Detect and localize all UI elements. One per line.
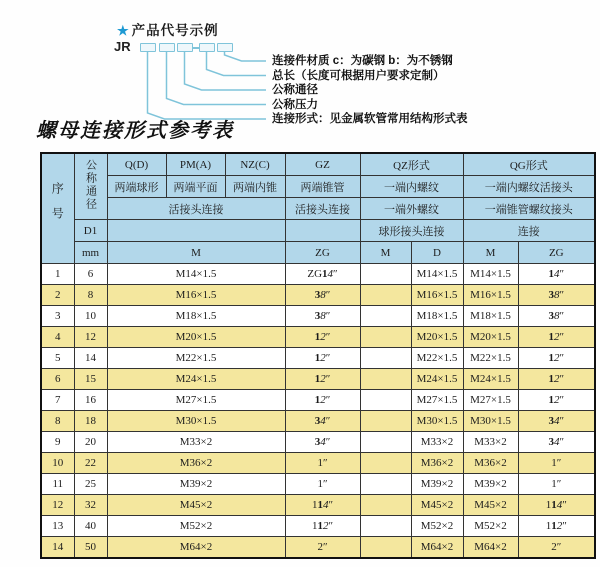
nut-connection-table bbox=[40, 152, 596, 559]
cell-m: M33×2 bbox=[107, 432, 285, 453]
cell-zg: 34″ bbox=[285, 432, 360, 453]
cell-qz_d: M22×1.5 bbox=[411, 348, 463, 369]
cell-qg_zg: 12″ bbox=[518, 327, 595, 348]
cell-dn_mm: 15 bbox=[74, 369, 107, 390]
header-qg-m: M bbox=[463, 242, 518, 264]
cell-qz_d: M39×2 bbox=[411, 474, 463, 495]
cell-seq: 8 bbox=[41, 411, 74, 432]
header-qg-desc1: 一端内螺纹活接头 bbox=[463, 176, 595, 198]
header-empty-2 bbox=[285, 220, 360, 242]
cell-m: M27×1.5 bbox=[107, 390, 285, 411]
header-pm: PM(A) bbox=[166, 153, 225, 176]
cell-dn_mm: 14 bbox=[74, 348, 107, 369]
header-qz: QZ形式 bbox=[360, 153, 463, 176]
cell-qz_d: M24×1.5 bbox=[411, 369, 463, 390]
cell-m: M36×2 bbox=[107, 453, 285, 474]
cell-qg_zg: 12″ bbox=[518, 390, 595, 411]
cell-qz_d: M33×2 bbox=[411, 432, 463, 453]
cell-qg_m: M33×2 bbox=[463, 432, 518, 453]
cell-zg: 2″ bbox=[285, 537, 360, 559]
cell-qz_m bbox=[360, 474, 411, 495]
table-row bbox=[41, 495, 595, 516]
cell-zg: 12″ bbox=[285, 327, 360, 348]
table-row bbox=[41, 537, 595, 559]
cell-qg_zg: 1″ bbox=[518, 453, 595, 474]
cell-dn_mm: 6 bbox=[74, 264, 107, 285]
header-q: Q(D) bbox=[107, 153, 166, 176]
table-header bbox=[41, 153, 595, 264]
table-row bbox=[41, 474, 595, 495]
header-seq: 序号 bbox=[41, 153, 74, 264]
code-label-4: 公称压力 bbox=[272, 98, 318, 111]
code-box bbox=[217, 43, 233, 52]
code-label-1: 连接件材质 c：为碳钢 b：为不锈钢 bbox=[272, 55, 453, 67]
cell-qz_d: M52×2 bbox=[411, 516, 463, 537]
cell-qg_zg: 38″ bbox=[518, 306, 595, 327]
cell-dn_mm: 18 bbox=[74, 411, 107, 432]
table-row bbox=[41, 369, 595, 390]
cell-seq: 11 bbox=[41, 474, 74, 495]
cell-dn_mm: 40 bbox=[74, 516, 107, 537]
cell-qz_d: M27×1.5 bbox=[411, 390, 463, 411]
header-pm-desc: 两端平面 bbox=[166, 176, 225, 198]
header-empty-1 bbox=[107, 220, 285, 242]
table-row bbox=[41, 390, 595, 411]
code-label-5: 连接形式：见金属软管常用结构形式表 bbox=[272, 113, 468, 125]
cell-qz_d: M30×1.5 bbox=[411, 411, 463, 432]
cell-dn_mm: 12 bbox=[74, 327, 107, 348]
header-gz-conn: 活接头连接 bbox=[285, 198, 360, 220]
code-dash-icon bbox=[192, 47, 199, 49]
cell-zg: 1″ bbox=[285, 453, 360, 474]
header-qz-conn: 球形接头连接 bbox=[360, 220, 463, 242]
header-dn: 公称通径 bbox=[74, 153, 107, 220]
cell-m: M39×2 bbox=[107, 474, 285, 495]
cell-zg: 12″ bbox=[285, 390, 360, 411]
cell-qg_zg: 14″ bbox=[518, 264, 595, 285]
cell-qg_m: M24×1.5 bbox=[463, 369, 518, 390]
header-gz-desc: 两端锥管 bbox=[285, 176, 360, 198]
code-box bbox=[140, 43, 156, 52]
cell-qz_d: M14×1.5 bbox=[411, 264, 463, 285]
diagram-title-text: 产品代号示例 bbox=[131, 23, 219, 38]
table-row bbox=[41, 348, 595, 369]
cell-seq: 13 bbox=[41, 516, 74, 537]
cell-seq: 2 bbox=[41, 285, 74, 306]
connector-line bbox=[225, 52, 267, 61]
cell-qz_m bbox=[360, 495, 411, 516]
header-mm: mm bbox=[74, 242, 107, 264]
header-qz-desc2: 一端外螺纹 bbox=[360, 198, 463, 220]
cell-qz_m bbox=[360, 537, 411, 559]
cell-m: M52×2 bbox=[107, 516, 285, 537]
cell-seq: 10 bbox=[41, 453, 74, 474]
cell-m: M24×1.5 bbox=[107, 369, 285, 390]
cell-m: M20×1.5 bbox=[107, 327, 285, 348]
code-label-3: 公称通径 bbox=[272, 84, 318, 96]
cell-qz_d: M16×1.5 bbox=[411, 285, 463, 306]
cell-qg_zg: 34″ bbox=[518, 432, 595, 453]
cell-qz_d: M45×2 bbox=[411, 495, 463, 516]
cell-qg_m: M18×1.5 bbox=[463, 306, 518, 327]
cell-dn_mm: 50 bbox=[74, 537, 107, 559]
cell-qz_m bbox=[360, 327, 411, 348]
header-qz-m: M bbox=[360, 242, 411, 264]
cell-qz_m bbox=[360, 390, 411, 411]
cell-zg: 34″ bbox=[285, 411, 360, 432]
cell-qg_m: M30×1.5 bbox=[463, 411, 518, 432]
cell-qz_m bbox=[360, 411, 411, 432]
header-qz-desc1: 一端内螺纹 bbox=[360, 176, 463, 198]
cell-qg_zg: 2″ bbox=[518, 537, 595, 559]
cell-qz_m bbox=[360, 264, 411, 285]
cell-qg_m: M36×2 bbox=[463, 453, 518, 474]
cell-dn_mm: 8 bbox=[74, 285, 107, 306]
cell-qg_m: M52×2 bbox=[463, 516, 518, 537]
cell-qz_d: M18×1.5 bbox=[411, 306, 463, 327]
diagram-title bbox=[117, 19, 219, 39]
cell-qz_m bbox=[360, 453, 411, 474]
cell-seq: 9 bbox=[41, 432, 74, 453]
cell-m: M14×1.5 bbox=[107, 264, 285, 285]
header-nz-desc: 两端内锥 bbox=[225, 176, 285, 198]
header-qg-conn: 连接 bbox=[463, 220, 595, 242]
header-nz: NZ(C) bbox=[225, 153, 285, 176]
cell-qz_m bbox=[360, 369, 411, 390]
cell-qg_m: M14×1.5 bbox=[463, 264, 518, 285]
cell-qz_d: M64×2 bbox=[411, 537, 463, 559]
cell-zg: 12″ bbox=[285, 348, 360, 369]
cell-qg_m: M16×1.5 bbox=[463, 285, 518, 306]
header-m-unit: M bbox=[107, 242, 285, 264]
cell-dn_mm: 22 bbox=[74, 453, 107, 474]
cell-m: M22×1.5 bbox=[107, 348, 285, 369]
header-qz-d: D bbox=[411, 242, 463, 264]
table-row bbox=[41, 285, 595, 306]
table-title: 螺母连接形式参考表 bbox=[36, 118, 234, 142]
table-row bbox=[41, 411, 595, 432]
cell-zg: ZG14″ bbox=[285, 264, 360, 285]
cell-zg: 38″ bbox=[285, 306, 360, 327]
cell-zg: 112″ bbox=[285, 516, 360, 537]
cell-seq: 12 bbox=[41, 495, 74, 516]
connector-line bbox=[207, 52, 267, 76]
connector-line bbox=[185, 52, 267, 90]
cell-qg_zg: 114″ bbox=[518, 495, 595, 516]
table-row bbox=[41, 327, 595, 348]
table-body bbox=[41, 264, 595, 559]
cell-qz_m bbox=[360, 348, 411, 369]
cell-seq: 7 bbox=[41, 390, 74, 411]
header-d1: D1 bbox=[74, 220, 107, 242]
code-prefix: JR bbox=[114, 39, 131, 54]
cell-dn_mm: 32 bbox=[74, 495, 107, 516]
cell-qz_d: M36×2 bbox=[411, 453, 463, 474]
cell-qg_zg: 12″ bbox=[518, 348, 595, 369]
cell-dn_mm: 25 bbox=[74, 474, 107, 495]
cell-dn_mm: 20 bbox=[74, 432, 107, 453]
header-union-conn: 活接头连接 bbox=[107, 198, 285, 220]
table-row bbox=[41, 306, 595, 327]
cell-seq: 5 bbox=[41, 348, 74, 369]
table-row bbox=[41, 516, 595, 537]
cell-qg_m: M27×1.5 bbox=[463, 390, 518, 411]
cell-m: M16×1.5 bbox=[107, 285, 285, 306]
cell-seq: 1 bbox=[41, 264, 74, 285]
header-q-desc: 两端球形 bbox=[107, 176, 166, 198]
table-row bbox=[41, 432, 595, 453]
cell-qz_d: M20×1.5 bbox=[411, 327, 463, 348]
cell-m: M64×2 bbox=[107, 537, 285, 559]
cell-zg: 38″ bbox=[285, 285, 360, 306]
cell-qz_m bbox=[360, 516, 411, 537]
cell-qg_m: M39×2 bbox=[463, 474, 518, 495]
cell-qg_m: M20×1.5 bbox=[463, 327, 518, 348]
cell-zg: 12″ bbox=[285, 369, 360, 390]
cell-m: M18×1.5 bbox=[107, 306, 285, 327]
header-qg-zg: ZG bbox=[518, 242, 595, 264]
cell-zg: 114″ bbox=[285, 495, 360, 516]
cell-seq: 14 bbox=[41, 537, 74, 559]
cell-seq: 3 bbox=[41, 306, 74, 327]
cell-qg_zg: 112″ bbox=[518, 516, 595, 537]
cell-qg_zg: 12″ bbox=[518, 369, 595, 390]
cell-dn_mm: 10 bbox=[74, 306, 107, 327]
cell-qg_m: M22×1.5 bbox=[463, 348, 518, 369]
table-row bbox=[41, 264, 595, 285]
cell-qg_m: M45×2 bbox=[463, 495, 518, 516]
header-qg: QG形式 bbox=[463, 153, 595, 176]
connector-line bbox=[167, 52, 267, 105]
code-box bbox=[159, 43, 175, 52]
cell-m: M30×1.5 bbox=[107, 411, 285, 432]
header-gz-unit: ZG bbox=[285, 242, 360, 264]
cell-m: M45×2 bbox=[107, 495, 285, 516]
cell-qz_m bbox=[360, 432, 411, 453]
cell-qg_zg: 38″ bbox=[518, 285, 595, 306]
cell-zg: 1″ bbox=[285, 474, 360, 495]
cell-qg_zg: 1″ bbox=[518, 474, 595, 495]
cell-seq: 6 bbox=[41, 369, 74, 390]
cell-seq: 4 bbox=[41, 327, 74, 348]
cell-qg_zg: 34″ bbox=[518, 411, 595, 432]
star-icon: ★ bbox=[117, 23, 130, 38]
table-row bbox=[41, 453, 595, 474]
code-box bbox=[199, 43, 215, 52]
cell-dn_mm: 16 bbox=[74, 390, 107, 411]
header-qg-desc2: 一端锥管螺纹接头 bbox=[463, 198, 595, 220]
cell-qz_m bbox=[360, 285, 411, 306]
header-gz: GZ bbox=[285, 153, 360, 176]
cell-qg_m: M64×2 bbox=[463, 537, 518, 559]
code-label-2: 总长（长度可根据用户要求定制） bbox=[272, 69, 445, 82]
cell-qz_m bbox=[360, 306, 411, 327]
